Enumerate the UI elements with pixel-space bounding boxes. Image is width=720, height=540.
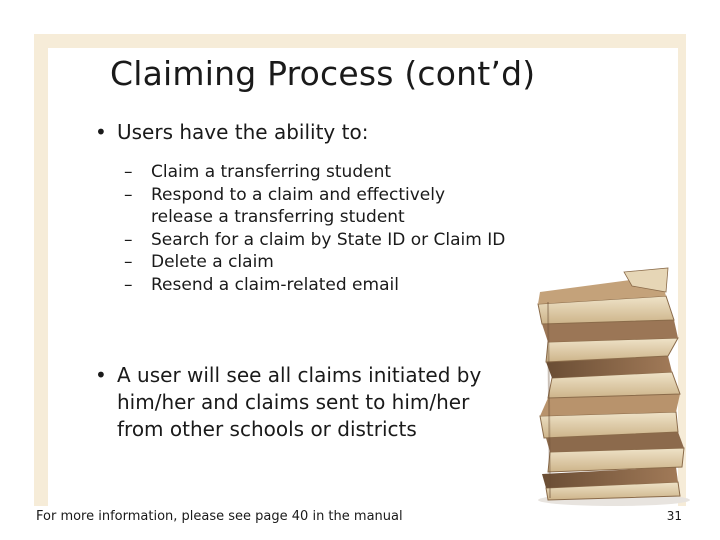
dash-marker: – [124,252,133,272]
list-item-text: Resend a claim-related email [151,274,399,295]
dash-marker: – [124,162,133,182]
dash-marker: – [124,229,133,250]
list-item [124,229,505,252]
bullet-line: him/her and claims sent to him/her [117,390,470,414]
list-item-text: Delete a claim [151,252,274,272]
bullet-marker: • [95,120,107,144]
list-item-text: Search for a claim by State ID or Claim ID [151,229,506,250]
bullet-line: A user will see all claims initiated by [117,363,482,387]
bullet-text: Users have the ability to: [117,120,369,144]
bullet-text [117,362,481,443]
list-item [124,184,505,229]
list-item [124,161,505,184]
list-item-text: Claim a transferring student [151,162,392,182]
abilities-list [124,161,505,296]
list-item-text: Respond to a claim and effectively [151,184,446,205]
bullet-marker: • [95,363,107,387]
list-item [124,251,505,274]
slide-title: Claiming Process (cont’d) [110,54,536,93]
dash-marker: – [124,274,133,295]
stacked-books-image [528,262,696,506]
footer-note: For more information, please see page 40 in the manual [36,509,403,524]
list-item [124,274,505,297]
bullet-line: from other schools or districts [117,417,417,441]
list-item-text-continued: release a transferring student [151,207,405,227]
page-number: 31 [666,509,682,523]
dash-marker: – [124,184,133,205]
